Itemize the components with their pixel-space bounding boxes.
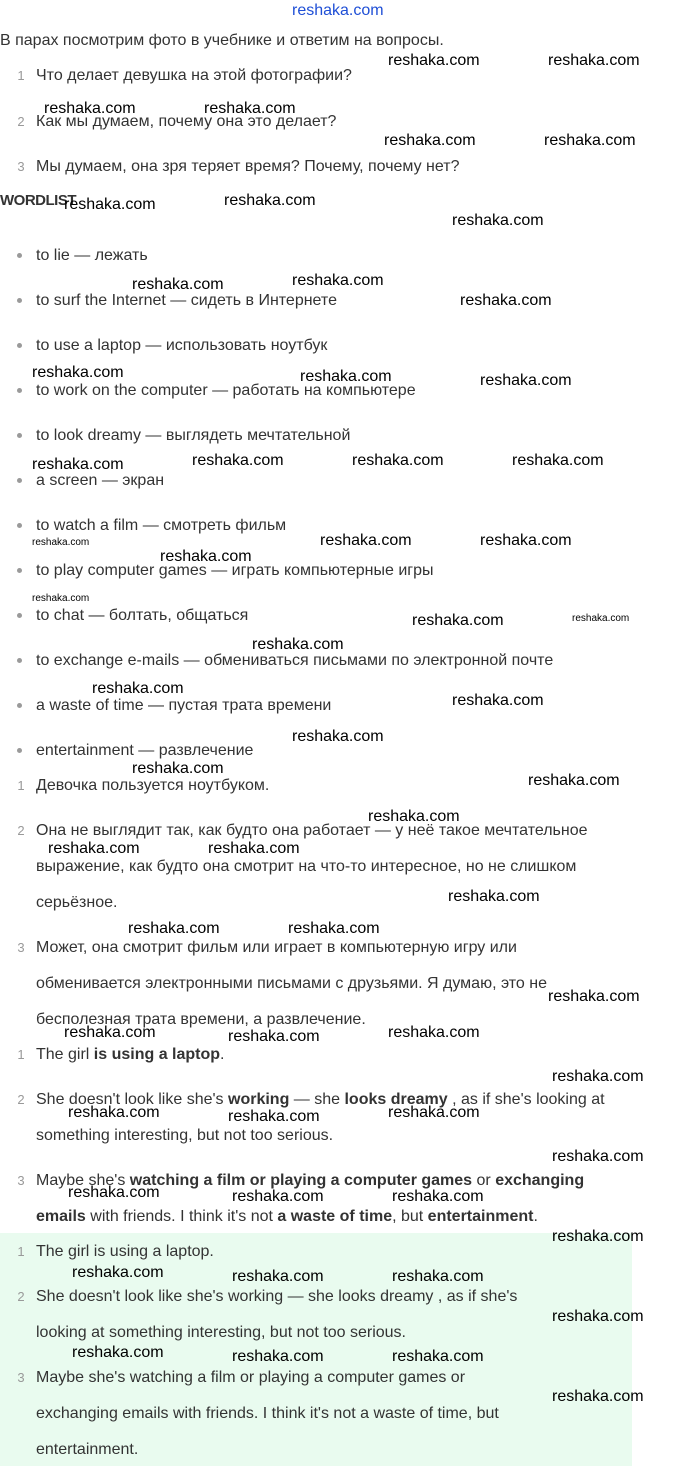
watermark: reshaka.com: [32, 364, 124, 381]
watermark: reshaka.com: [392, 1268, 484, 1285]
wordlist-item: to work on the computer — работать на компьютере: [36, 382, 416, 399]
bullet: [17, 523, 22, 528]
watermark: reshaka.com: [300, 368, 392, 385]
watermark: reshaka.com: [388, 1104, 480, 1121]
answer-number: 1: [17, 778, 25, 793]
ru-answer-line: Девочка пользуется ноутбуком.: [36, 777, 270, 794]
watermark: reshaka.com: [232, 1268, 324, 1285]
bullet: [17, 478, 22, 483]
bullet: [17, 748, 22, 753]
answer-number: 2: [17, 1092, 25, 1107]
wordlist-item: entertainment — развлечение: [36, 742, 254, 759]
wordlist-item: to surf the Internet — сидеть в Интернете: [36, 292, 337, 309]
watermark: reshaka.com: [388, 52, 480, 69]
watermark: reshaka.com: [368, 808, 460, 825]
watermark: reshaka.com: [92, 680, 184, 697]
ru-answer-line: выражение, как будто она смотрит на что-то интересное, но не слишком: [36, 858, 577, 875]
watermark: reshaka.com: [44, 100, 136, 117]
wordlist-item: to chat — болтать, общаться: [36, 607, 249, 624]
watermark: reshaka.com: [452, 692, 544, 709]
bullet: [17, 298, 22, 303]
watermark: reshaka.com: [68, 1184, 160, 1201]
watermark: reshaka.com: [552, 1068, 644, 1085]
en-plain-line: entertainment.: [36, 1441, 139, 1458]
answer-number: 1: [17, 1047, 25, 1062]
en-answer-line: emails with friends. I think it's not a waste of time, but entertainment.: [36, 1208, 538, 1225]
bullet: [17, 343, 22, 348]
watermark: reshaka.com: [132, 760, 224, 777]
watermark: reshaka.com: [572, 613, 630, 624]
answer-number: 2: [17, 1289, 25, 1304]
wordlist-item: a screen — экран: [36, 472, 165, 489]
watermark: reshaka.com: [204, 100, 296, 117]
watermark: reshaka.com: [460, 292, 552, 309]
en-answer-line: something interesting, but not too serious.: [36, 1127, 334, 1144]
bullet: [17, 388, 22, 393]
en-plain-line: Maybe she's watching a film or playing a computer games or: [36, 1369, 466, 1386]
wordlist-item: to lie — лежать: [36, 247, 148, 264]
en-plain-line: looking at something interesting, but not too serious.: [36, 1324, 406, 1341]
wordlist-item: to play computer games — играть компьютерные игры: [36, 562, 434, 579]
question-text: Мы думаем, она зря теряет время? Почему, почему нет?: [36, 158, 460, 175]
watermark: reshaka.com: [68, 1104, 160, 1121]
question-text: Что делает девушка на этой фотографии?: [36, 67, 352, 84]
watermark: reshaka.com: [160, 548, 252, 565]
watermark: reshaka.com: [480, 532, 572, 549]
watermark: reshaka.com: [72, 1344, 164, 1361]
watermark: reshaka.com: [208, 840, 300, 857]
watermark: reshaka.com: [48, 840, 140, 857]
answer-number: 3: [17, 1370, 25, 1385]
watermark: reshaka.com: [132, 276, 224, 293]
watermark: reshaka.com: [552, 1148, 644, 1165]
bullet: [17, 613, 22, 618]
question-number: 2: [17, 114, 25, 129]
question-number: 1: [17, 68, 25, 83]
answer-number: 1: [17, 1244, 25, 1259]
watermark: reshaka.com: [228, 1108, 320, 1125]
ru-answer-line: серьёзное.: [36, 894, 118, 911]
answer-number: 3: [17, 940, 25, 955]
watermark: reshaka.com: [64, 1024, 156, 1041]
en-plain-line: The girl is using a laptop.: [36, 1243, 214, 1260]
bullet: [17, 568, 22, 573]
ru-answer-line: Может, она смотрит фильм или играет в компьютерную игру или: [36, 939, 517, 956]
bullet: [17, 253, 22, 258]
watermark: reshaka.com: [72, 1264, 164, 1281]
bullet: [17, 433, 22, 438]
wordlist-item: to use a laptop — использовать ноутбук: [36, 337, 328, 354]
watermark: reshaka.com: [552, 1308, 644, 1325]
watermark: reshaka.com: [224, 192, 316, 209]
bullet: [17, 703, 22, 708]
watermark: reshaka.com: [544, 132, 636, 149]
wordlist-item: to look dreamy — выглядеть мечтательной: [36, 427, 351, 444]
en-plain-line: exchanging emails with friends. I think it's not a waste of time, but: [36, 1405, 499, 1422]
answer-number: 2: [17, 823, 25, 838]
watermark: reshaka.com: [252, 636, 344, 653]
watermark: reshaka.com: [232, 1188, 324, 1205]
watermark: reshaka.com: [32, 593, 90, 604]
watermark: reshaka.com: [480, 372, 572, 389]
watermark: reshaka.com: [452, 212, 544, 229]
watermark: reshaka.com: [528, 772, 620, 789]
ru-answer-line: обменивается электронными письмами с друзьями. Я думаю, это не: [36, 975, 547, 992]
watermark: reshaka.com: [552, 1228, 644, 1245]
watermark: reshaka.com: [448, 888, 540, 905]
watermark: reshaka.com: [548, 52, 640, 69]
intro-text: В парах посмотрим фото в учебнике и ответим на вопросы.: [0, 32, 444, 49]
watermark: reshaka.com: [232, 1348, 324, 1365]
question-text: Как мы думаем, почему она это делает?: [36, 113, 337, 130]
watermark: reshaka.com: [288, 920, 380, 937]
wordlist-item: to watch a film — смотреть фильм: [36, 517, 287, 534]
question-number: 3: [17, 159, 25, 174]
en-answer-line: She doesn't look like she's working — she looks dreamy , as if she's looking at: [36, 1091, 605, 1108]
watermark: reshaka.com: [388, 1024, 480, 1041]
en-answer-line: Maybe she's watching a film or playing a computer games or exchanging: [36, 1172, 585, 1189]
watermark: reshaka.com: [32, 456, 124, 473]
watermark: reshaka.com: [552, 1388, 644, 1405]
bullet: [17, 658, 22, 663]
watermark: reshaka.com: [384, 132, 476, 149]
ru-answer-line: бесполезная трата времени, а развлечение.: [36, 1011, 366, 1028]
site-link[interactable]: reshaka.com: [292, 2, 384, 19]
ru-answer-line: Она не выглядит так, как будто она работает — у неё такое мечтательное: [36, 822, 588, 839]
watermark: reshaka.com: [512, 452, 604, 469]
en-plain-line: She doesn't look like she's working — she looks dreamy , as if she's: [36, 1288, 518, 1305]
en-answer-line: The girl is using a laptop.: [36, 1046, 225, 1063]
wordlist-item: to exchange e-mails — обмениваться письмами по электронной почте: [36, 652, 554, 669]
watermark: reshaka.com: [392, 1348, 484, 1365]
watermark: reshaka.com: [412, 612, 504, 629]
watermark: reshaka.com: [292, 728, 384, 745]
answer-number: 3: [17, 1173, 25, 1188]
wordlist-title: WORDLIST: [0, 192, 76, 209]
watermark: reshaka.com: [548, 988, 640, 1005]
watermark: reshaka.com: [392, 1188, 484, 1205]
watermark: reshaka.com: [352, 452, 444, 469]
watermark: reshaka.com: [228, 1028, 320, 1045]
watermark: reshaka.com: [128, 920, 220, 937]
watermark: reshaka.com: [192, 452, 284, 469]
watermark: reshaka.com: [292, 272, 384, 289]
watermark: reshaka.com: [64, 196, 156, 213]
watermark: reshaka.com: [32, 537, 90, 548]
wordlist-item: a waste of time — пустая трата времени: [36, 697, 332, 714]
watermark: reshaka.com: [320, 532, 412, 549]
